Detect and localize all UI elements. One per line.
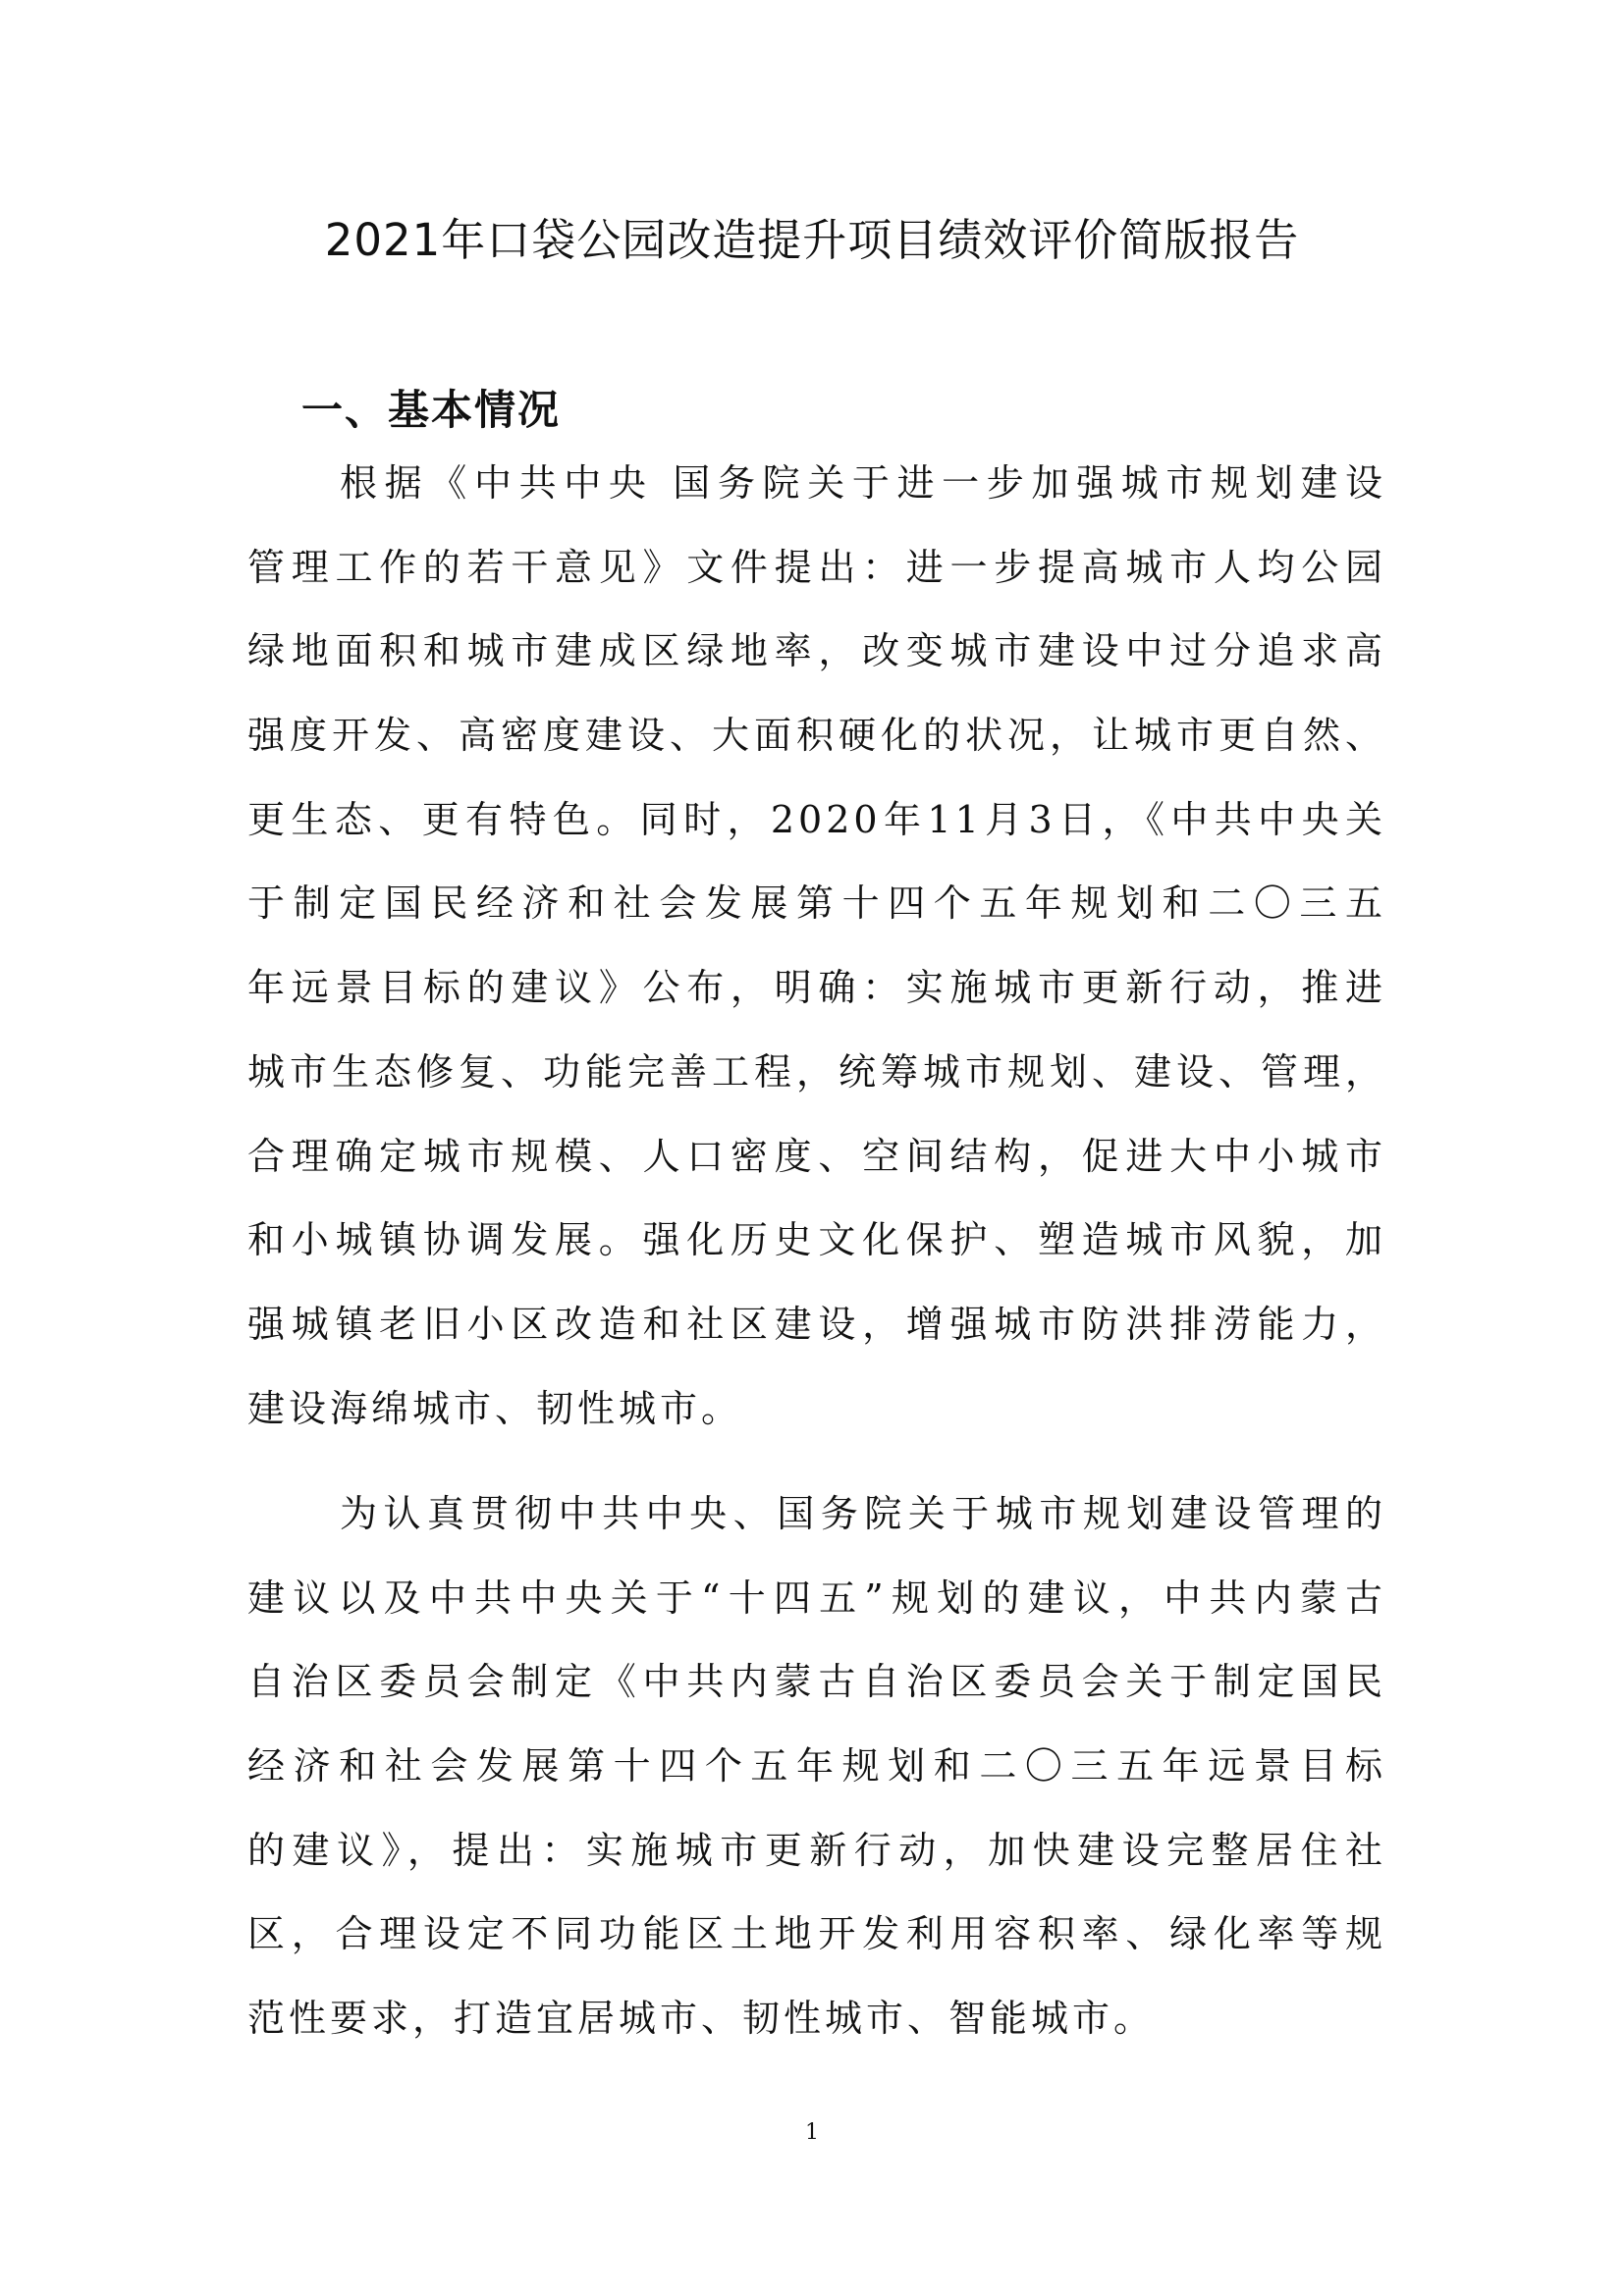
paragraph-line: 区，合理设定不同功能区土地开发利用容积率、绿化率等规 [247,1912,1386,1956]
paragraph-line: 年远景目标的建议》公布，明确：实施城市更新行动，推进 [247,966,1386,1010]
paragraph-line: 绿地面积和城市建成区绿地率，改变城市建设中过分追求高 [247,629,1386,673]
paragraph-line: 于制定国民经济和社会发展第十四个五年规划和二〇三五 [247,881,1386,926]
paragraph-line: 经济和社会发展第十四个五年规划和二〇三五年远景目标 [247,1744,1386,1789]
paragraph-line: 为认真贯彻中共中央、国务院关于城市规划建设管理的 [340,1492,1386,1535]
paragraph-line: 范性要求，打造宜居城市、韧性城市、智能城市。 [247,1997,1156,2041]
paragraph-line: 建设海绵城市、韧性城市。 [247,1386,743,1430]
section-heading: 一、基本情况 [301,386,562,434]
paragraph-line: 强度开发、高密度建设、大面积硬化的状况，让城市更自然、 [247,714,1386,758]
paragraph-line: 建议以及中共中央关于“十四五”规划的建议，中共内蒙古 [247,1575,1386,1620]
paragraph-line: 城市生态修复、功能完善工程，统筹城市规划、建设、管理， [247,1049,1386,1094]
page-number: 1 [805,2120,819,2145]
paragraph-line: 强城镇老旧小区改造和社区建设，增强城市防洪排涝能力， [247,1302,1386,1346]
paragraph-line: 和小城镇协调发展。强化历史文化保护、塑造城市风貌，加 [247,1218,1386,1262]
paragraph-2 [247,1472,1386,2061]
paragraph-line: 的建议》，提出：实施城市更新行动，加快建设完整居住社 [247,1828,1386,1872]
document-title: 2021年口袋公园改造提升项目绩效评价简版报告 [324,214,1300,266]
paragraph-line: 自治区委员会制定《中共内蒙古自治区委员会关于制定国民 [247,1660,1386,1704]
paragraph-line: 根据《中共中央 国务院关于进一步加强城市规划建设 [340,461,1386,505]
paragraph-line: 合理确定城市规模、人口密度、空间结构，促进大中小城市 [247,1134,1386,1178]
paragraph-line: 更生态、更有特色。同时，2020年11月3日，《中共中央关 [247,797,1386,841]
paragraph-line: 管理工作的若干意见》文件提出：进一步提高城市人均公园 [247,545,1386,589]
paragraph-1 [247,442,1386,1451]
